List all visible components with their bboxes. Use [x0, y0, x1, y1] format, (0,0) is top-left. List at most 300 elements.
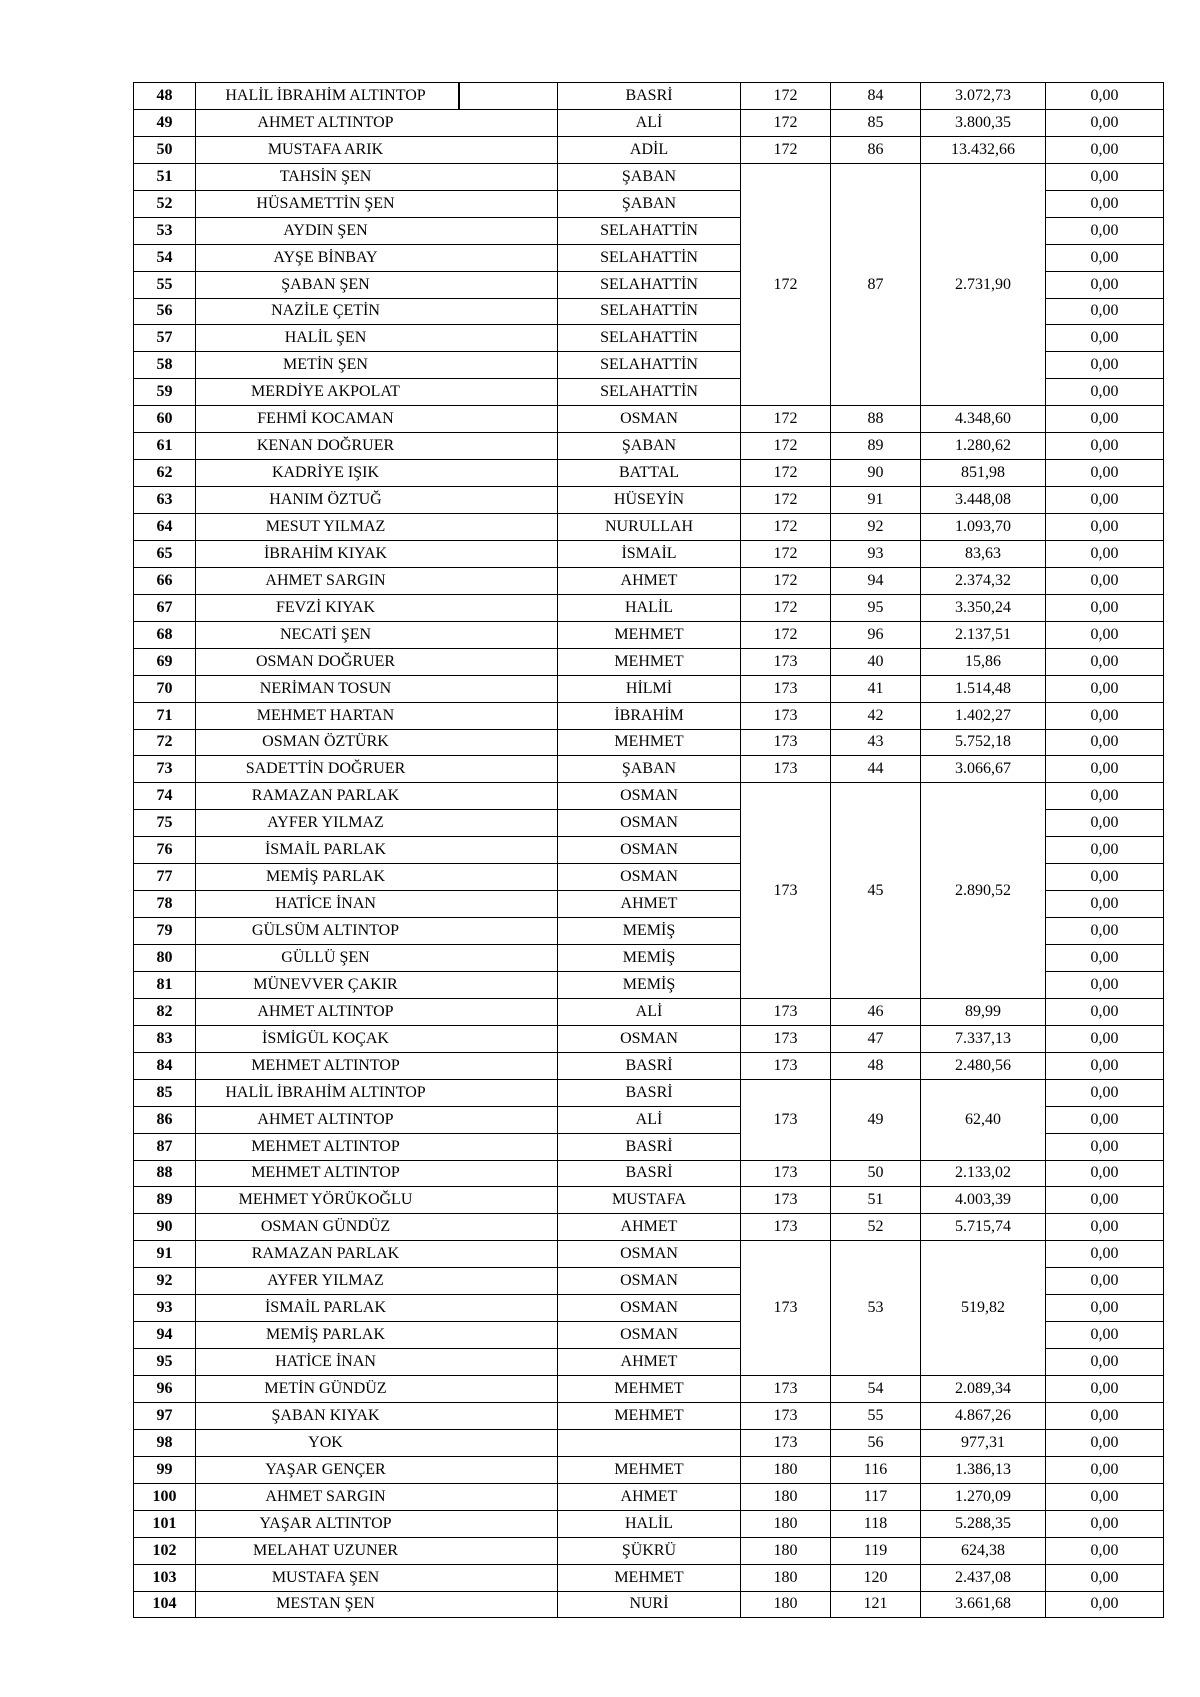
row-number: 49: [134, 109, 196, 136]
amount-value: 0,00: [1046, 1268, 1164, 1295]
table-row: [134, 756, 1164, 783]
row-number: 56: [134, 298, 196, 325]
father-name: ŞABAN: [558, 163, 741, 190]
ada-number: 180: [741, 1564, 831, 1591]
row-number: 67: [134, 594, 196, 621]
amount-value: 0,00: [1046, 109, 1164, 136]
owner-name: MEHMET ALTINTOP: [196, 1052, 558, 1079]
area-value: 3.350,24: [921, 594, 1046, 621]
area-value: 13.432,66: [921, 136, 1046, 163]
owner-name: MEHMET ALTINTOP: [196, 1133, 558, 1160]
table-row: [134, 1079, 1164, 1106]
owner-name: HATİCE İNAN: [196, 891, 558, 918]
amount-value: 0,00: [1046, 702, 1164, 729]
father-name: MEMİŞ: [558, 971, 741, 998]
row-number: 55: [134, 271, 196, 298]
amount-value: 0,00: [1046, 1133, 1164, 1160]
area-value: 1.093,70: [921, 514, 1046, 541]
owner-name: AYFER YILMAZ: [196, 1268, 558, 1295]
father-name: SELAHATTİN: [558, 271, 741, 298]
row-number: 85: [134, 1079, 196, 1106]
owner-name: KADRİYE IŞIK: [196, 460, 558, 487]
owner-name: MERDİYE AKPOLAT: [196, 379, 558, 406]
owner-name: AHMET ALTINTOP: [196, 1106, 558, 1133]
owner-name: HALİL ŞEN: [196, 325, 558, 352]
ada-number: 172: [741, 487, 831, 514]
amount-value: 0,00: [1046, 675, 1164, 702]
area-value: 5.752,18: [921, 729, 1046, 756]
owner-name: AHMET ALTINTOP: [196, 998, 558, 1025]
row-number: 54: [134, 244, 196, 271]
row-number: 51: [134, 163, 196, 190]
owner-name: MUSTAFA ARIK: [196, 136, 558, 163]
table-row: [134, 783, 1164, 810]
row-number: 92: [134, 1268, 196, 1295]
area-value: 1.280,62: [921, 433, 1046, 460]
father-name: MEHMET: [558, 1402, 741, 1429]
amount-value: 0,00: [1046, 729, 1164, 756]
owner-name: MESTAN ŞEN: [196, 1591, 558, 1618]
father-name: AHMET: [558, 1349, 741, 1376]
table-row: [134, 1402, 1164, 1429]
row-number: 70: [134, 675, 196, 702]
father-name: OSMAN: [558, 783, 741, 810]
parsel-number: 96: [831, 621, 921, 648]
amount-value: 0,00: [1046, 567, 1164, 594]
amount-value: 0,00: [1046, 298, 1164, 325]
table-row: [134, 729, 1164, 756]
table-row: [134, 1241, 1164, 1268]
ada-number: 172: [741, 83, 831, 110]
amount-value: 0,00: [1046, 1376, 1164, 1403]
parsel-number: 92: [831, 514, 921, 541]
ada-number: 173: [741, 1187, 831, 1214]
father-name: MEHMET: [558, 1376, 741, 1403]
amount-value: 0,00: [1046, 810, 1164, 837]
father-name: AHMET: [558, 1483, 741, 1510]
father-name: MEHMET: [558, 648, 741, 675]
amount-value: 0,00: [1046, 1537, 1164, 1564]
table-row: [134, 1214, 1164, 1241]
father-name: BASRİ: [558, 1079, 741, 1106]
parsel-number: 119: [831, 1537, 921, 1564]
ada-number: 173: [741, 702, 831, 729]
parsel-number: 90: [831, 460, 921, 487]
amount-value: 0,00: [1046, 1025, 1164, 1052]
parsel-number: 95: [831, 594, 921, 621]
amount-value: 0,00: [1046, 1402, 1164, 1429]
area-value: 2.089,34: [921, 1376, 1046, 1403]
row-number: 62: [134, 460, 196, 487]
area-value: 3.661,68: [921, 1591, 1046, 1618]
father-name: OSMAN: [558, 864, 741, 891]
father-name: ADİL: [558, 136, 741, 163]
owner-name: AYŞE BİNBAY: [196, 244, 558, 271]
amount-value: 0,00: [1046, 1241, 1164, 1268]
father-name: HİLMİ: [558, 675, 741, 702]
area-value: 1.514,48: [921, 675, 1046, 702]
area-value: 7.337,13: [921, 1025, 1046, 1052]
father-name: HÜSEYİN: [558, 487, 741, 514]
parsel-number: 44: [831, 756, 921, 783]
table-row: [134, 1429, 1164, 1456]
row-number: 82: [134, 998, 196, 1025]
amount-value: 0,00: [1046, 487, 1164, 514]
area-value: 4.867,26: [921, 1402, 1046, 1429]
parsel-number: 42: [831, 702, 921, 729]
row-number: 95: [134, 1349, 196, 1376]
area-value: 15,86: [921, 648, 1046, 675]
table-row: [134, 163, 1164, 190]
owner-name: İSMAİL PARLAK: [196, 837, 558, 864]
row-number: 103: [134, 1564, 196, 1591]
amount-value: 0,00: [1046, 1214, 1164, 1241]
ada-number: 173: [741, 729, 831, 756]
area-value: 2.480,56: [921, 1052, 1046, 1079]
father-name: OSMAN: [558, 1025, 741, 1052]
owner-name: HÜSAMETTİN ŞEN: [196, 190, 558, 217]
amount-value: 0,00: [1046, 998, 1164, 1025]
parsel-number: 91: [831, 487, 921, 514]
father-name: MEMİŞ: [558, 918, 741, 945]
father-name: OSMAN: [558, 406, 741, 433]
area-value: 1.270,09: [921, 1483, 1046, 1510]
owner-name: MEHMET ALTINTOP: [196, 1160, 558, 1187]
amount-value: 0,00: [1046, 1349, 1164, 1376]
parsel-number: 43: [831, 729, 921, 756]
owner-name: İSMİGÜL KOÇAK: [196, 1025, 558, 1052]
owner-name: İBRAHİM KIYAK: [196, 540, 558, 567]
ada-number: 180: [741, 1537, 831, 1564]
parsel-number: 47: [831, 1025, 921, 1052]
row-number: 65: [134, 540, 196, 567]
table-row: [134, 1160, 1164, 1187]
father-name: ŞABAN: [558, 433, 741, 460]
owner-name: KENAN DOĞRUER: [196, 433, 558, 460]
father-name: AHMET: [558, 567, 741, 594]
row-number: 78: [134, 891, 196, 918]
parsel-number: 55: [831, 1402, 921, 1429]
father-name: [558, 1429, 741, 1456]
parsel-number: 41: [831, 675, 921, 702]
owner-name: RAMAZAN PARLAK: [196, 783, 558, 810]
owner-name: TAHSİN ŞEN: [196, 163, 558, 190]
ada-number: 180: [741, 1456, 831, 1483]
amount-value: 0,00: [1046, 1187, 1164, 1214]
table-row: [134, 648, 1164, 675]
ada-number: 180: [741, 1483, 831, 1510]
ada-number: 180: [741, 1591, 831, 1618]
ada-number: 172: [741, 514, 831, 541]
amount-value: 0,00: [1046, 433, 1164, 460]
ada-number: 173: [741, 756, 831, 783]
row-number: 86: [134, 1106, 196, 1133]
amount-value: 0,00: [1046, 783, 1164, 810]
father-name: SELAHATTİN: [558, 298, 741, 325]
father-name: AHMET: [558, 891, 741, 918]
area-value: 3.072,73: [921, 83, 1046, 110]
parsel-number: 85: [831, 109, 921, 136]
father-name: MEHMET: [558, 1564, 741, 1591]
row-number: 102: [134, 1537, 196, 1564]
row-number: 79: [134, 918, 196, 945]
ada-number: 173: [741, 1429, 831, 1456]
father-name: SELAHATTİN: [558, 217, 741, 244]
table-row: [134, 540, 1164, 567]
father-name: ŞÜKRÜ: [558, 1537, 741, 1564]
row-number: 97: [134, 1402, 196, 1429]
owner-name: METİN GÜNDÜZ: [196, 1376, 558, 1403]
row-number: 101: [134, 1510, 196, 1537]
parsel-number: 94: [831, 567, 921, 594]
row-number: 63: [134, 487, 196, 514]
father-name: OSMAN: [558, 810, 741, 837]
row-number: 59: [134, 379, 196, 406]
owner-name: YOK: [196, 1429, 558, 1456]
parsel-number: 49: [831, 1079, 921, 1160]
table-row: [134, 406, 1164, 433]
father-name: BASRİ: [558, 1052, 741, 1079]
parsel-number: 93: [831, 540, 921, 567]
owner-name: NAZİLE ÇETİN: [196, 298, 558, 325]
owner-name: AYFER YILMAZ: [196, 810, 558, 837]
table-row: [134, 136, 1164, 163]
area-value: 2.890,52: [921, 783, 1046, 999]
owner-name: İSMAİL PARLAK: [196, 1295, 558, 1322]
father-name: BASRİ: [558, 83, 741, 110]
father-name: HALİL: [558, 594, 741, 621]
row-number: 104: [134, 1591, 196, 1618]
area-value: 977,31: [921, 1429, 1046, 1456]
row-number: 74: [134, 783, 196, 810]
ada-number: 172: [741, 163, 831, 405]
owner-name: RAMAZAN PARLAK: [196, 1241, 558, 1268]
table-row: [134, 433, 1164, 460]
owner-name: SADETTİN DOĞRUER: [196, 756, 558, 783]
amount-value: 0,00: [1046, 837, 1164, 864]
area-value: 851,98: [921, 460, 1046, 487]
amount-value: 0,00: [1046, 1564, 1164, 1591]
amount-value: 0,00: [1046, 352, 1164, 379]
amount-value: 0,00: [1046, 1510, 1164, 1537]
area-value: 62,40: [921, 1079, 1046, 1160]
amount-value: 0,00: [1046, 1079, 1164, 1106]
row-number: 64: [134, 514, 196, 541]
ownership-table: [133, 82, 1164, 1618]
table-row: [134, 1510, 1164, 1537]
owner-name: HATİCE İNAN: [196, 1349, 558, 1376]
parsel-number: 121: [831, 1591, 921, 1618]
parsel-number: 40: [831, 648, 921, 675]
row-number: 99: [134, 1456, 196, 1483]
row-number: 94: [134, 1322, 196, 1349]
owner-name: HANIM ÖZTUĞ: [196, 487, 558, 514]
amount-value: 0,00: [1046, 244, 1164, 271]
ada-number: 173: [741, 1079, 831, 1160]
row-number: 96: [134, 1376, 196, 1403]
owner-name: AHMET ALTINTOP: [196, 109, 558, 136]
row-number: 90: [134, 1214, 196, 1241]
parsel-number: 52: [831, 1214, 921, 1241]
father-name: BASRİ: [558, 1160, 741, 1187]
row-number: 60: [134, 406, 196, 433]
ada-number: 173: [741, 783, 831, 999]
area-value: 89,99: [921, 998, 1046, 1025]
parsel-number: 88: [831, 406, 921, 433]
area-value: 4.003,39: [921, 1187, 1046, 1214]
parsel-number: 116: [831, 1456, 921, 1483]
table-row: [134, 1483, 1164, 1510]
father-name: İBRAHİM: [558, 702, 741, 729]
row-number: 91: [134, 1241, 196, 1268]
amount-value: 0,00: [1046, 918, 1164, 945]
owner-name: FEHMİ KOCAMAN: [196, 406, 558, 433]
table-row: [134, 567, 1164, 594]
table-row: [134, 460, 1164, 487]
area-value: 1.386,13: [921, 1456, 1046, 1483]
row-number: 58: [134, 352, 196, 379]
father-name: BATTAL: [558, 460, 741, 487]
area-value: 3.066,67: [921, 756, 1046, 783]
father-name: SELAHATTİN: [558, 379, 741, 406]
ada-number: 172: [741, 460, 831, 487]
table-row: [134, 621, 1164, 648]
ada-number: 173: [741, 1052, 831, 1079]
owner-name: MELAHAT UZUNER: [196, 1537, 558, 1564]
amount-value: 0,00: [1046, 891, 1164, 918]
father-name: OSMAN: [558, 1241, 741, 1268]
table-row: [134, 1537, 1164, 1564]
area-value: 1.402,27: [921, 702, 1046, 729]
owner-name: MEMİŞ PARLAK: [196, 1322, 558, 1349]
table-row: [134, 514, 1164, 541]
row-number: 72: [134, 729, 196, 756]
father-name: OSMAN: [558, 837, 741, 864]
father-name: NURULLAH: [558, 514, 741, 541]
amount-value: 0,00: [1046, 540, 1164, 567]
owner-name: FEVZİ KIYAK: [196, 594, 558, 621]
row-number: 77: [134, 864, 196, 891]
ada-number: 172: [741, 594, 831, 621]
area-value: 83,63: [921, 540, 1046, 567]
row-number: 50: [134, 136, 196, 163]
row-number: 68: [134, 621, 196, 648]
parsel-number: 45: [831, 783, 921, 999]
owner-name: NECATİ ŞEN: [196, 621, 558, 648]
ada-number: 173: [741, 1160, 831, 1187]
table-row: [134, 594, 1164, 621]
row-number: 61: [134, 433, 196, 460]
father-name: ŞABAN: [558, 190, 741, 217]
row-number: 71: [134, 702, 196, 729]
ada-number: 172: [741, 406, 831, 433]
father-name: SELAHATTİN: [558, 325, 741, 352]
amount-value: 0,00: [1046, 1456, 1164, 1483]
table-row: [134, 1187, 1164, 1214]
row-number: 100: [134, 1483, 196, 1510]
owner-name: MEHMET YÖRÜKOĞLU: [196, 1187, 558, 1214]
father-name: MEHMET: [558, 621, 741, 648]
owner-name: MÜNEVVER ÇAKIR: [196, 971, 558, 998]
amount-value: 0,00: [1046, 271, 1164, 298]
owner-name: OSMAN GÜNDÜZ: [196, 1214, 558, 1241]
owner-name: OSMAN ÖZTÜRK: [196, 729, 558, 756]
amount-value: 0,00: [1046, 406, 1164, 433]
table-row: [134, 1025, 1164, 1052]
ada-number: 172: [741, 136, 831, 163]
owner-name: METİN ŞEN: [196, 352, 558, 379]
amount-value: 0,00: [1046, 1052, 1164, 1079]
row-number: 53: [134, 217, 196, 244]
owner-name: YAŞAR ALTINTOP: [196, 1510, 558, 1537]
father-name: AHMET: [558, 1214, 741, 1241]
owner-name: ŞABAN KIYAK: [196, 1402, 558, 1429]
father-name: HALİL: [558, 1510, 741, 1537]
amount-value: 0,00: [1046, 1429, 1164, 1456]
area-value: 4.348,60: [921, 406, 1046, 433]
owner-name: AHMET SARGIN: [196, 567, 558, 594]
row-number: 89: [134, 1187, 196, 1214]
ada-number: 173: [741, 1025, 831, 1052]
parsel-number: 50: [831, 1160, 921, 1187]
amount-value: 0,00: [1046, 1295, 1164, 1322]
amount-value: 0,00: [1046, 325, 1164, 352]
row-number: 81: [134, 971, 196, 998]
table-row: [134, 83, 1164, 110]
ada-number: 173: [741, 1402, 831, 1429]
row-number: 80: [134, 945, 196, 972]
amount-value: 0,00: [1046, 945, 1164, 972]
father-name: MUSTAFA: [558, 1187, 741, 1214]
father-name: MEMİŞ: [558, 945, 741, 972]
parsel-number: 46: [831, 998, 921, 1025]
father-name: MEHMET: [558, 729, 741, 756]
ada-number: 172: [741, 433, 831, 460]
owner-name: OSMAN DOĞRUER: [196, 648, 558, 675]
parsel-number: 118: [831, 1510, 921, 1537]
parsel-number: 54: [831, 1376, 921, 1403]
row-number: 66: [134, 567, 196, 594]
table-row: [134, 1376, 1164, 1403]
owner-name: GÜLSÜM ALTINTOP: [196, 918, 558, 945]
row-number: 83: [134, 1025, 196, 1052]
area-value: 2.437,08: [921, 1564, 1046, 1591]
ada-number: 173: [741, 998, 831, 1025]
owner-name: GÜLLÜ ŞEN: [196, 945, 558, 972]
owner-name: ŞABAN ŞEN: [196, 271, 558, 298]
amount-value: 0,00: [1046, 83, 1164, 110]
parsel-number: 48: [831, 1052, 921, 1079]
table-row: [134, 675, 1164, 702]
owner-name: MESUT YILMAZ: [196, 514, 558, 541]
owner-name: HALİL İBRAHİM ALTINTOP: [196, 1079, 558, 1106]
amount-value: 0,00: [1046, 648, 1164, 675]
amount-value: 0,00: [1046, 756, 1164, 783]
amount-value: 0,00: [1046, 1483, 1164, 1510]
parsel-number: 117: [831, 1483, 921, 1510]
ada-number: 172: [741, 109, 831, 136]
area-value: 624,38: [921, 1537, 1046, 1564]
father-name: OSMAN: [558, 1322, 741, 1349]
area-value: 5.288,35: [921, 1510, 1046, 1537]
father-name: OSMAN: [558, 1295, 741, 1322]
area-value: 2.133,02: [921, 1160, 1046, 1187]
owner-name: NERİMAN TOSUN: [196, 675, 558, 702]
owner-name: HALİL İBRAHİM ALTINTOP: [196, 83, 558, 110]
ada-number: 180: [741, 1510, 831, 1537]
row-number: 84: [134, 1052, 196, 1079]
table-row: [134, 998, 1164, 1025]
